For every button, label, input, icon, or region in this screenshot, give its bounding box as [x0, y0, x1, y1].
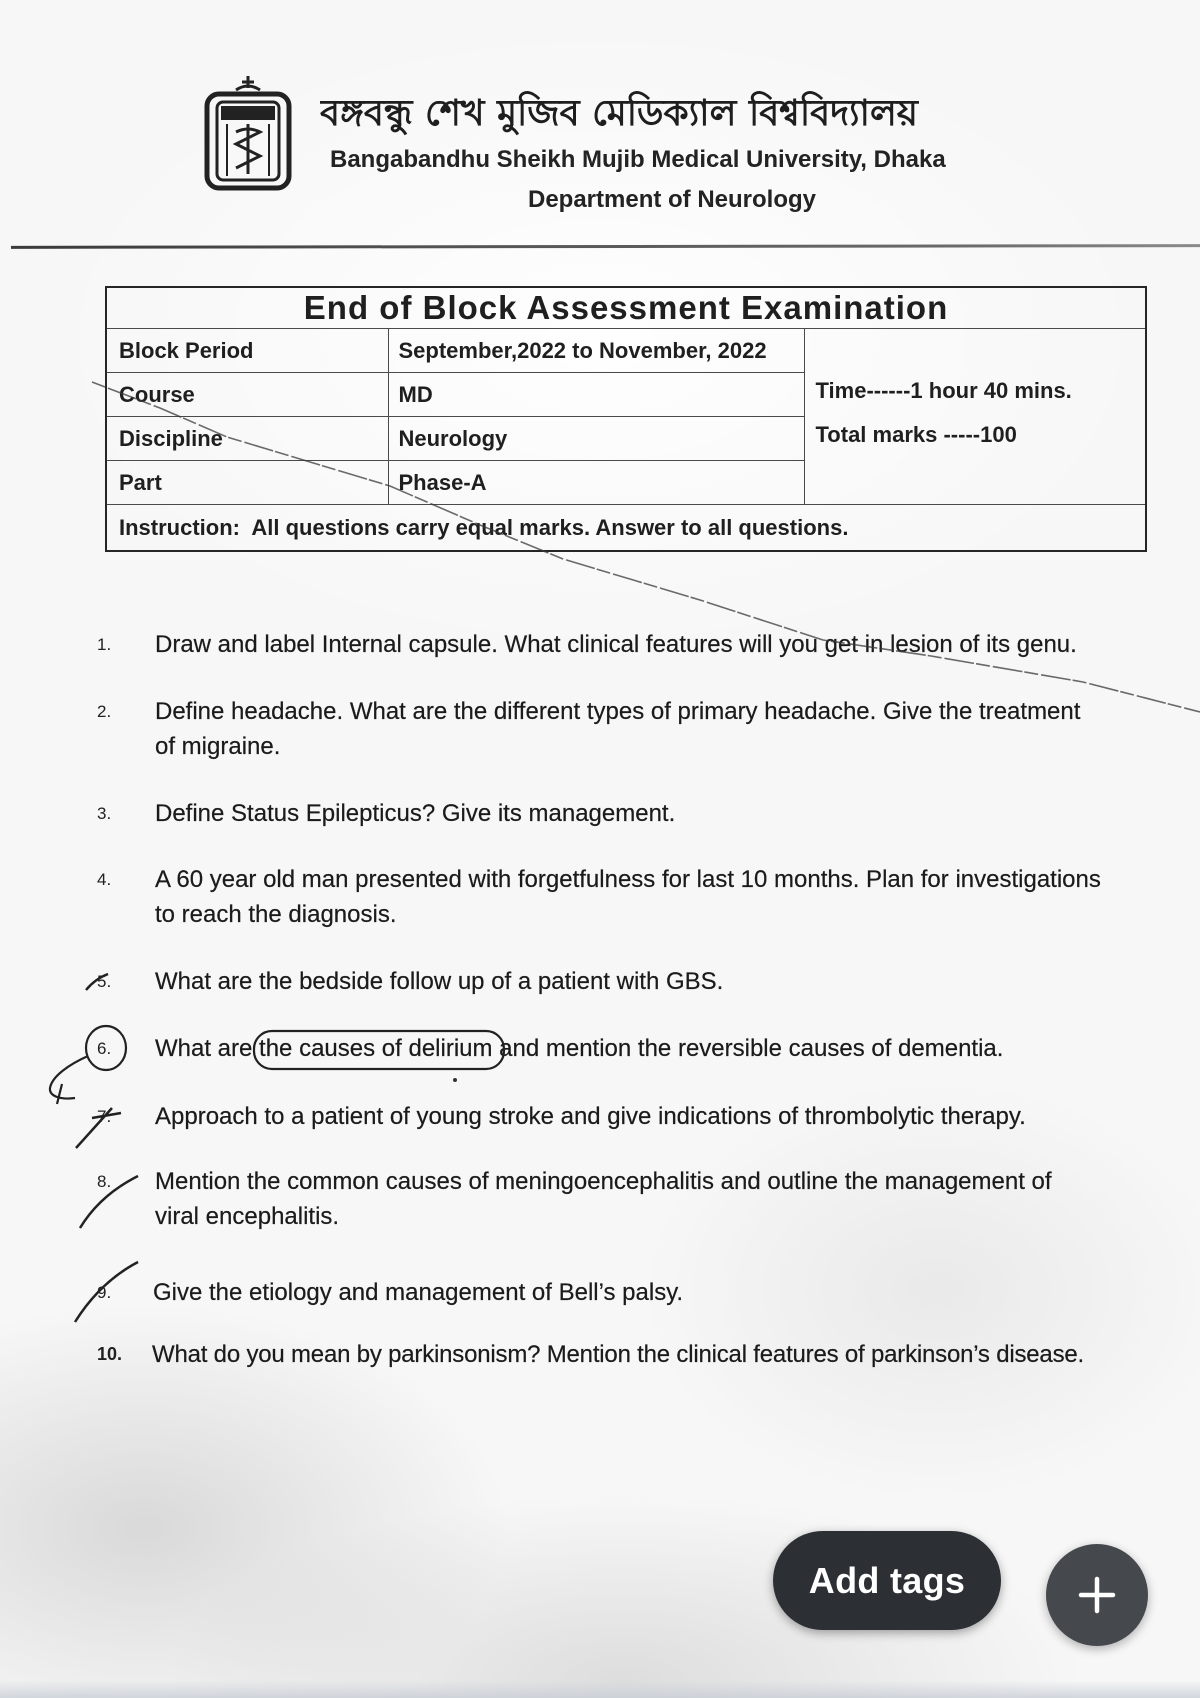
question-number: 7.: [97, 1107, 112, 1126]
add-tags-button[interactable]: [773, 1531, 1001, 1630]
instruction-row: [106, 505, 1146, 552]
question-text: A 60 year old man presented with forgetfulness for last 10 months. Plan for investigations to reach the diagnosis.: [155, 866, 1101, 928]
question-number: 9.: [97, 1283, 112, 1302]
question-number: 4.: [97, 870, 112, 889]
course-value: MD: [388, 373, 804, 417]
question-text: Approach to a patient of young stroke and give indications of thrombolytic therapy.: [155, 1103, 1026, 1130]
question-number: 8.: [97, 1172, 112, 1191]
info-row-block-period: [106, 329, 1146, 373]
course-label: Course: [106, 373, 388, 417]
university-name-bengali: বঙ্গবন্ধু শেখ মুজিব মেডিক্যাল বিশ্ববিদ্যালয়: [320, 93, 918, 134]
question-text: What are the bedside follow up of a patient with GBS.: [155, 968, 724, 995]
header-divider: [11, 244, 1200, 249]
question-text: Define headache. What are the different types of primary headache. Give the treatment of migraine.: [155, 698, 1081, 760]
time-marks-cell: [804, 329, 1146, 505]
question-number: 2.: [97, 702, 112, 721]
plus-icon: [1075, 1573, 1119, 1617]
question-text: Define Status Epilepticus? Give its management.: [155, 800, 676, 827]
block-period-label: Block Period: [106, 329, 388, 373]
exam-info-table: [105, 286, 1147, 552]
question-number: 1.: [97, 635, 112, 654]
time-limit: Time------1 hour 40 mins.: [815, 377, 1072, 403]
add-tags-label: Add tags: [808, 1559, 966, 1601]
exam-title: End of Block Assessment Examination: [106, 287, 1146, 329]
discipline-label: Discipline: [106, 417, 388, 461]
question-number: 10.: [97, 1344, 123, 1364]
pen-dot: [453, 1078, 457, 1082]
department-name: Department of Neurology: [527, 186, 817, 213]
exam-title-row: [106, 287, 1146, 329]
question-text: Draw and label Internal capsule. What clinical features will you get in lesion of its genu.: [155, 631, 1077, 658]
question-text: Mention the common causes of meningoencephalitis and outline the management of viral encephalitis.: [155, 1168, 1052, 1230]
department-wrapper: [0, 0, 1200, 240]
question-text: What do you mean by parkinsonism? Mention the clinical features of parkinson’s disease.: [152, 1341, 1084, 1368]
photo-bottom-edge: [0, 1680, 1200, 1698]
question-number: 3.: [97, 804, 112, 823]
question-text: What are the causes of delirium and mention the reversible causes of dementia.: [155, 1035, 1004, 1062]
block-period-value: September,2022 to November, 2022: [388, 329, 804, 373]
add-button[interactable]: [1046, 1544, 1148, 1646]
university-name-english: Bangabandhu Sheikh Mujib Medical University, Dhaka: [330, 146, 946, 173]
part-label: Part: [106, 461, 388, 505]
part-value: Phase-A: [388, 461, 804, 505]
question-number: 5.: [97, 972, 112, 991]
instruction-text: Instruction: All questions carry equal marks. Answer to all questions.: [106, 505, 1146, 552]
pen-check-6: [50, 1056, 88, 1104]
question-number: 6.: [97, 1039, 112, 1058]
question-text: Give the etiology and management of Bell’s palsy.: [153, 1279, 684, 1306]
discipline-value: Neurology: [388, 417, 804, 461]
total-marks: Total marks -----100: [815, 421, 1017, 447]
